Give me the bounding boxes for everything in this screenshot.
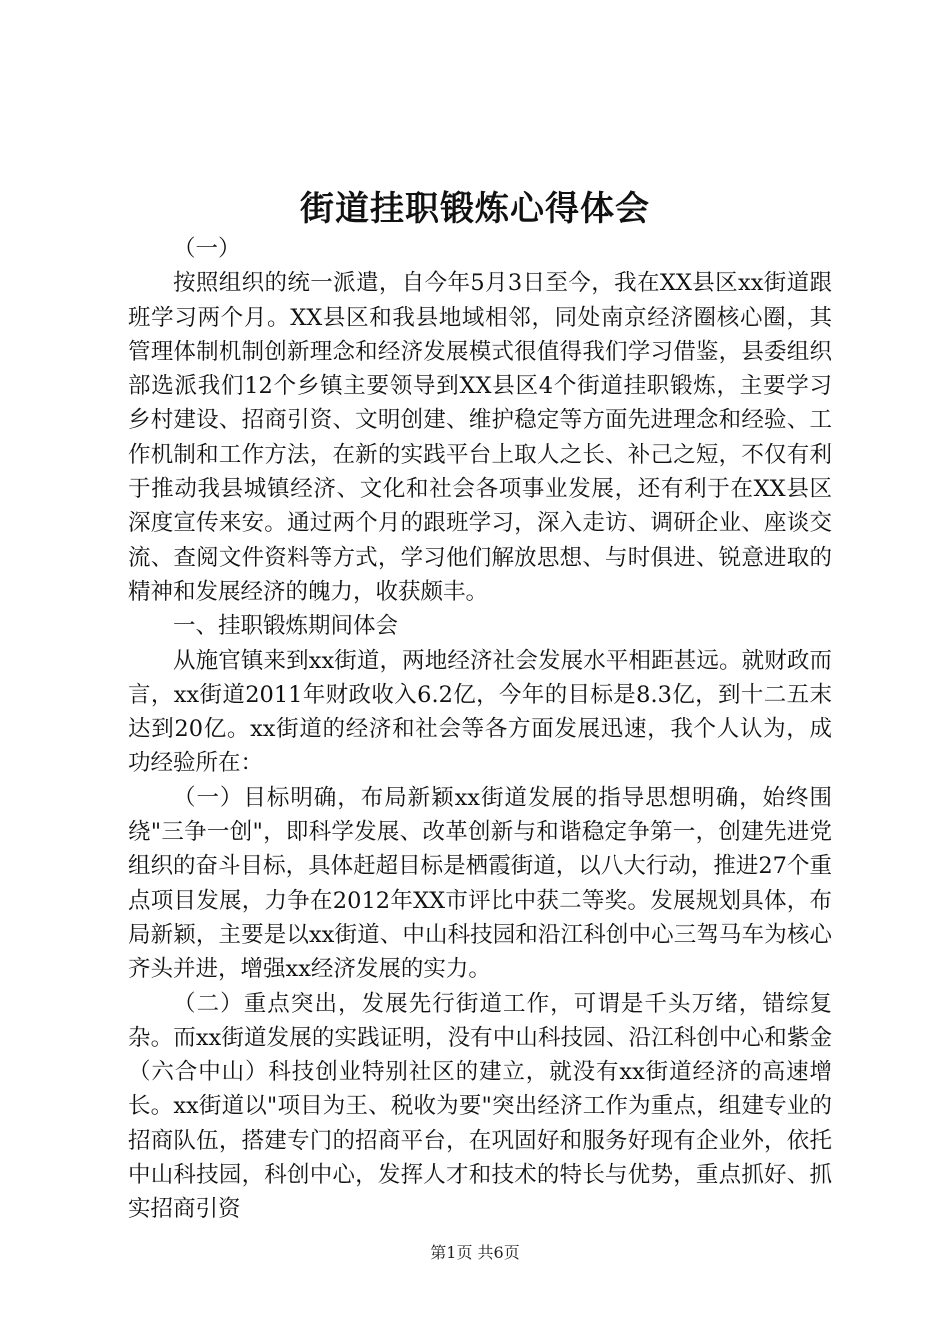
body-paragraph: 从施官镇来到xx街道，两地经济社会发展水平相距甚远。就财政而言，xx街道2011年财政收入6.2亿，今年的目标是8.3亿，到十二五末达到20亿。xx街道的经济和社会等各方面发展迅速，我个人认为，成功经验所在： — [128, 647, 832, 777]
subsection-paragraph-2: （二）重点突出，发展先行街道工作，可谓是千头万绪，错综复杂。而xx街道发展的实践证明，没有中山科技园、沿江科创中心和紫金（六合中山）科技创业特别社区的建立，就没有xx街道经济的高速增长。xx街道以"项目为王、税收为要"突出经济工作为重点，组建专业的招商队伍，搭建专门的招商平台，在巩固好和服务好现有企业外，依托中山科技园，科创中心，发挥人才和技术的特长与优势，重点抓好、抓实招商引资 — [128, 990, 832, 1223]
subsection-paragraph-1: （一）目标明确，布局新颖xx街道发展的指导思想明确，始终围绕"三争一创"，即科学发展、改革创新与和谐稳定争第一，创建先进党组织的奋斗目标，具体赶超目标是栖霞街道，以八大行动，推进27个重点项目发展，力争在2012年XX市评比中获二等奖。发展规划具体，布局新颖，主要是以xx街道、中山科技园和沿江科创中心三驾马车为核心齐头并进，增强xx经济发展的实力。 — [128, 784, 832, 983]
document-body — [128, 232, 832, 1227]
intro-paragraph: 按照组织的统一派遣，自今年5月3日至今，我在XX县区xx街道跟班学习两个月。XX县区和我县地域相邻，同处南京经济圈核心圈，其管理体制机制创新理念和经济发展模式很值得我们学习借鉴，县委组织部选派我们12个乡镇主要领导到XX县区4个街道挂职锻炼，主要学习乡村建设、招商引资、文明创建、维护稳定等方面先进理念和经验、工作机制和工作方法，在新的实践平台上取人之长、补己之短，不仅有利于推动我县城镇经济、文化和社会各项事业发展，还有利于在XX县区深度宣传来安。通过两个月的跟班学习，深入走访、调研企业、座谈交流、查阅文件资料等方式，学习他们解放思想、与时俱进、锐意进取的精神和发展经济的魄力，收获颇丰。 — [128, 270, 832, 605]
section-marker: （一） — [173, 236, 241, 262]
document-title: 街道挂职锻炼心得体会 — [300, 189, 650, 229]
page-footer: 第1页 共6页 — [430, 1243, 520, 1262]
section-heading: 一、挂职锻炼期间体会 — [173, 613, 399, 640]
